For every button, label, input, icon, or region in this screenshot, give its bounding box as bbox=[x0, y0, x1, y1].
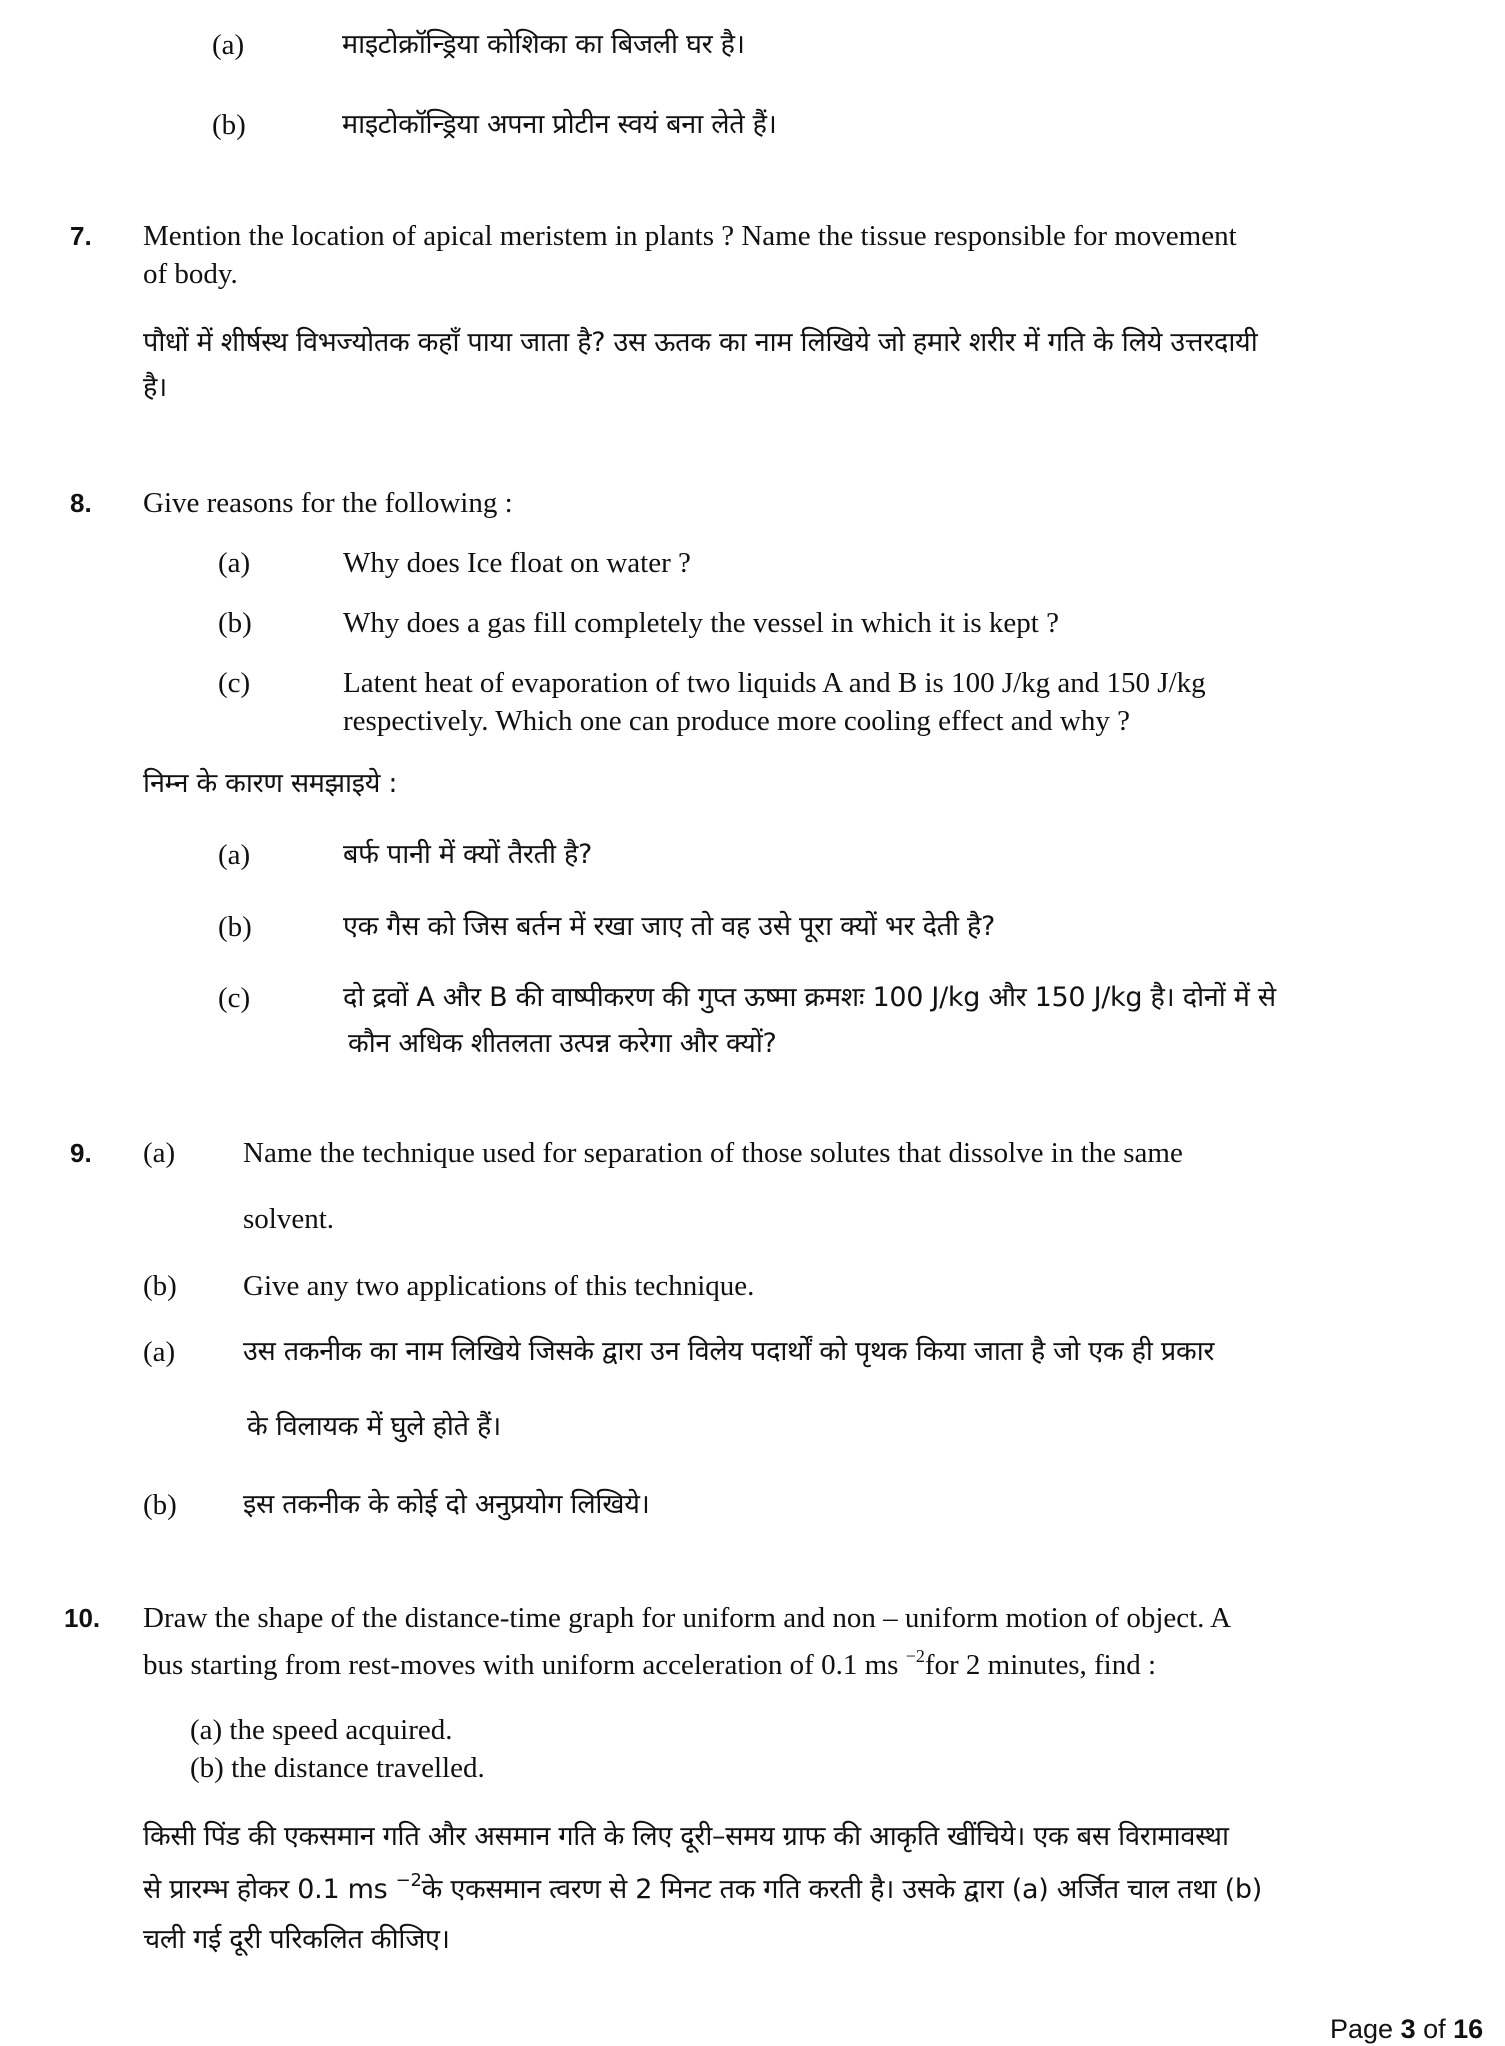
q8-hi-c-label: (c) bbox=[218, 982, 251, 1014]
page-current: 3 bbox=[1400, 2014, 1416, 2044]
q10-hindi-line-1: किसी पिंड की एकसमान गति और असमान गति के लिए दूरी–समय ग्राफ की आकृति खींचिये। एक बस विरामावस्था bbox=[143, 1821, 1229, 1852]
q9-en-a-line-2: solvent. bbox=[243, 1203, 335, 1235]
page-number-footer bbox=[1330, 2012, 1483, 2046]
q9-en-b-label: (b) bbox=[143, 1270, 177, 1302]
q7-hindi-line-2: है। bbox=[143, 372, 167, 403]
question-number-8: 8. bbox=[70, 488, 92, 518]
q9-hi-b-line-1: इस तकनीक के कोई दो अनुप्रयोग लिखिये। bbox=[243, 1489, 650, 1520]
q8-hindi-heading: निम्न के कारण समझाइये : bbox=[143, 768, 398, 799]
q8-en-c-line-1: Latent heat of evaporation of two liquids A and B is 100 J/kg and 150 J/kg bbox=[343, 667, 1206, 699]
q10-en-line-2-post: for 2 minutes, find : bbox=[924, 1649, 1157, 1681]
q7-hindi-line-1: पौधों में शीर्षस्थ विभज्योतक कहाँ पाया जाता है? उस ऊतक का नाम लिखिये जो हमारे शरीर में गति के लिये उत्तरदायी bbox=[143, 327, 1258, 358]
q9-hi-b-label: (b) bbox=[143, 1489, 177, 1521]
q8-english-heading: Give reasons for the following : bbox=[143, 487, 513, 519]
question-number-7: 7. bbox=[70, 221, 92, 251]
q10-en-part-b: (b) the distance travelled. bbox=[190, 1752, 485, 1784]
q10-en-part-a: (a) the speed acquired. bbox=[190, 1714, 453, 1746]
q10-hindi-line-3: चली गई दूरी परिकलित कीजिए। bbox=[143, 1924, 450, 1955]
q7-english-line-2: of body. bbox=[143, 258, 238, 290]
q8-en-c-label: (c) bbox=[218, 667, 251, 699]
q7-english-line-1: Mention the location of apical meristem in plants ? Name the tissue responsible for movement bbox=[143, 220, 1237, 252]
q8-en-a-label: (a) bbox=[218, 547, 251, 579]
q10-hi-exponent: −2 bbox=[395, 1870, 422, 1891]
question-number-9: 9. bbox=[70, 1138, 92, 1168]
page-total: 16 bbox=[1453, 2014, 1484, 2044]
q8-en-b-text: Why does a gas fill completely the vessel in which it is kept ? bbox=[343, 607, 1059, 639]
q10-en-exponent: −2 bbox=[905, 1646, 925, 1666]
q9-hi-a-line-1: उस तकनीक का नाम लिखिये जिसके द्वारा उन विलेय पदार्थों को पृथक किया जाता है जो एक ही प्रकार bbox=[243, 1336, 1215, 1367]
q8-en-c-line-2: respectively. Which one can produce more cooling effect and why ? bbox=[343, 705, 1130, 737]
q6-part-b-text: माइटोकॉन्ड्रिया अपना प्रोटीन स्वयं बना लेते हैं। bbox=[342, 109, 777, 140]
q8-hi-c-line-2: कौन अधिक शीतलता उत्पन्न करेगा और क्यों? bbox=[348, 1028, 777, 1059]
q10-hi-line-2-pre: से प्रारम्भ होकर 0.1 ms bbox=[143, 1874, 396, 1905]
q6-part-a-text: माइटोक्रॉन्ड्रिया कोशिका का बिजली घर है। bbox=[342, 29, 745, 60]
q6-part-b-label: (b) bbox=[212, 109, 246, 141]
q10-english-line-1: Draw the shape of the distance-time graph for uniform and non – uniform motion of object. A bbox=[143, 1602, 1232, 1634]
q8-en-a-text: Why does Ice float on water ? bbox=[343, 547, 691, 579]
q8-hi-a-text: बर्फ पानी में क्यों तैरती है? bbox=[343, 839, 593, 870]
q9-hi-a-line-2: के विलायक में घुले होते हैं। bbox=[247, 1411, 501, 1442]
q8-hi-c-line-1: दो द्रवों A और B की वाष्पीकरण की गुप्त ऊष्मा क्रमशः 100 J/kg और 150 J/kg है। दोनों में से bbox=[343, 982, 1276, 1013]
page-prefix: Page bbox=[1330, 2014, 1401, 2044]
q9-hi-a-label: (a) bbox=[143, 1336, 176, 1368]
q6-part-a-label: (a) bbox=[212, 29, 245, 61]
question-number-10: 10. bbox=[64, 1603, 101, 1633]
q10-hi-line-2-post: के एकसमान त्वरण से 2 मिनट तक गति करती है। उसके द्वारा (a) अर्जित चाल तथा (b) bbox=[421, 1874, 1262, 1905]
q10-en-line-2-pre: bus starting from rest-moves with uniform acceleration of 0.1 ms bbox=[143, 1649, 906, 1681]
q10-english-line-2 bbox=[143, 1647, 1156, 1683]
q8-hi-a-label: (a) bbox=[218, 839, 251, 871]
q9-en-a-line-1: Name the technique used for separation of those solutes that dissolve in the same bbox=[243, 1137, 1183, 1169]
page-mid: of bbox=[1415, 2014, 1454, 2044]
q9-en-b-line-1: Give any two applications of this technique. bbox=[243, 1270, 755, 1302]
q8-en-b-label: (b) bbox=[218, 607, 252, 639]
q10-hindi-line-2 bbox=[143, 1872, 1262, 1908]
q8-hi-b-text: एक गैस को जिस बर्तन में रखा जाए तो वह उसे पूरा क्यों भर देती है? bbox=[343, 911, 996, 942]
q9-en-a-label: (a) bbox=[143, 1137, 176, 1169]
q8-hi-b-label: (b) bbox=[218, 911, 252, 943]
